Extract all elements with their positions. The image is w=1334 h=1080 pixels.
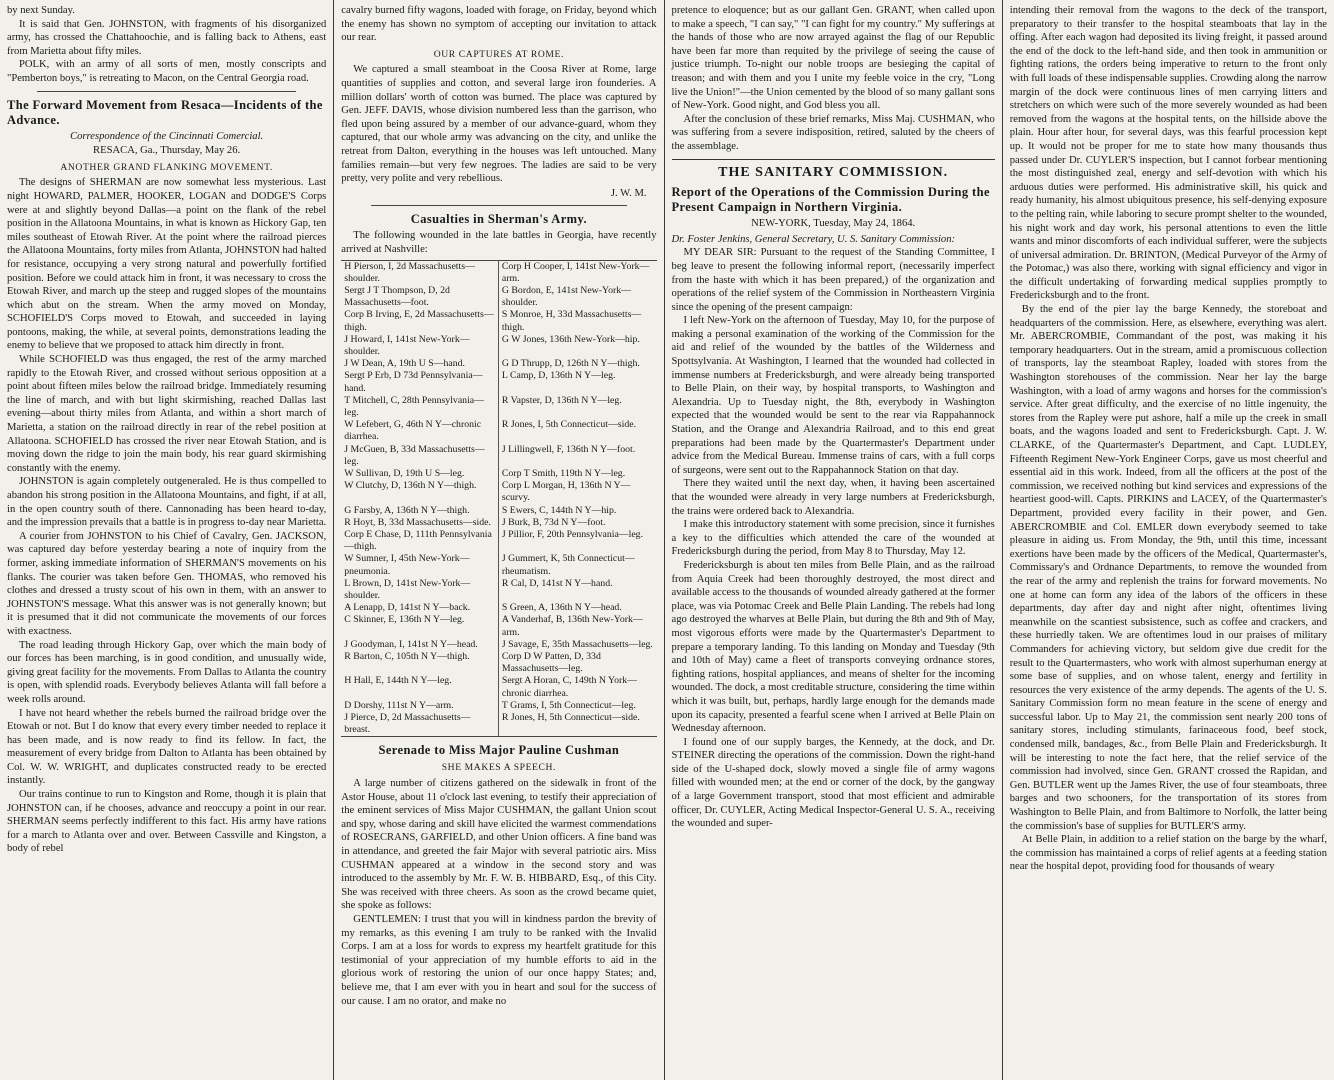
headline-sanitary-commission: THE SANITARY COMMISSION. — [718, 164, 949, 180]
casualty-entry: G Bordon, E, 141st New-York—shoulder. — [501, 284, 631, 309]
headline-serenade: Serenade to Miss Major Pauline Cushman — [378, 743, 620, 758]
casualty-entry: Corp E Chase, D, 111th Pennsylvania—thigh. — [341, 529, 499, 553]
casualty-entry: G W Jones, 136th New-York—hip. — [501, 333, 640, 345]
signature: J. W. M. — [610, 187, 647, 199]
casualty-entry: J Burk, B, 73d N Y—foot. — [501, 516, 606, 528]
paragraph: There they waited until the next day, when, it having been ascertained that the wounded were already in very large numbers at Fredericksburgh, the trains were ordered back to Alexandria. — [671, 478, 995, 517]
paragraph: We captured a small steamboat in the Coosa River at Rome, large quantities of supplies and cotton, and several large iron founderies. A million dollars' worth of cotton was burned. The place was captured by Gen. JEFF. DAVIS, whose division numbered less than the garrison, who fled upon being assured by a member of our advance-guard, whom they captured, that our whole army was advancing on the city, and unlike the retreat from Dalton, everything in the houses was left untouched. Many families remain—but very few negroes. The ladies are said to be very pretty, very polite and very rebellious. — [341, 64, 657, 185]
paragraph: I make this introductory statement with some precision, since it furnishes a key to the difficulties which attended the care of the wounded at Fredericksburgh during the period, from May 8 to Thursday, May 12. — [671, 519, 995, 558]
casualty-entry: W Lefebert, G, 46th N Y—chronic diarrhea. — [341, 419, 499, 443]
paragraph: The following wounded in the late battles in Georgia, have recently arrived at Nashville: — [341, 230, 657, 255]
casualty-entry: Sergt J T Thompson, D, 2d Massachusetts—foot. — [341, 285, 499, 309]
casualty-entry: Corp H Cooper, I, 141st New-York—arm. — [501, 260, 650, 284]
casualty-entry: Corp T Smith, 119th N Y—leg. — [501, 467, 626, 479]
casualty-entry: R Jones, I, 5th Connecticut—side. — [501, 419, 637, 431]
casualty-entry: W Clutchy, D, 136th N Y—thigh. — [341, 480, 499, 504]
section-subhead: ANOTHER GRAND FLANKING MOVEMENT. — [60, 161, 273, 173]
casualty-list — [341, 260, 656, 738]
paragraph: After the conclusion of these brief remarks, Miss Maj. CUSHMAN, who was suffering from a severe indisposition, retired, saluted by the cheers of the assemblage. — [671, 113, 995, 152]
casualty-entry: J Pillior, F, 20th Pennsylvania—leg. — [501, 528, 644, 540]
subhead-correspondence: Correspondence of the Cincinnati Comercial. — [70, 130, 264, 142]
casualty-entry: J Gummert, K, 5th Connecticut—rheumatism. — [501, 553, 635, 577]
casualty-entry: J W Dean, A, 19th U S—hand. — [341, 358, 499, 370]
paragraph: A large number of citizens gathered on the sidewalk in front of the Astor House, about 11 o'clock last evening, to testify their appreciation of the eminent services of Miss Major CUSHMAN, the gallant Union scout and spy, whose daring and skill have elicited the warmest commendations of ROSECRANS, GARFIELD, and other Union officers. A fine band was in attendance, and greeted the fair Major with several patriotic airs. Miss CUSHMAN appeared at a window in the second story and was introduced to the assembly by Mr. F. W. B. HIBBARD, Esq., of this City. She was received with three cheers. As soon as the crowd became quiet, she spoke as follows: — [341, 778, 657, 912]
paragraph: At Belle Plain, in addition to a relief station on the barge by the wharf, the commission has maintained a corps of relief agents at a feeding station near the hospital depot, providing food for thousands of weary — [1009, 834, 1327, 873]
casualty-entry: S Green, A, 136th N Y—head. — [501, 602, 622, 614]
section-subhead: SHE MAKES A SPEECH. — [441, 762, 557, 774]
casualty-entry: W Sullivan, D, 19th U S—leg. — [341, 468, 499, 480]
casualty-entry: Corp L Morgan, H, 136th N Y—scurvy. — [501, 480, 631, 504]
headline-casualties: Casualties in Sherman's Army. — [410, 212, 587, 227]
casualty-entry: L Camp, D, 136th N Y—leg. — [501, 370, 616, 382]
casualty-entry: L Brown, D, 141st New-York—shoulder. — [341, 578, 499, 602]
paragraph: Our trains continue to run to Kingston and Rome, though it is plain that JOHNSTON can, if he chooses, advance and reoccupy a point in our rear. SHERMAN seems perfectly indifferent to this fact. His army have rations for a march to Atlanta over and over. Between Cassville and Kingston, a body of rebel — [7, 789, 327, 855]
casualty-entry: H Hall, E, 144th N Y—leg. — [341, 675, 499, 699]
casualty-entry: R Hoyt, B, 33d Massachusetts—side. — [341, 517, 499, 529]
casualty-entry: T Mitchell, C, 28th Pennsylvania—leg. — [341, 395, 499, 419]
divider — [672, 159, 995, 160]
casualty-entry: R Barton, C, 105th N Y—thigh. — [341, 651, 499, 675]
casualty-entry: H Pierson, I, 2d Massachusetts—shoulder. — [341, 261, 499, 285]
headline-report: Report of the Operations of the Commission During the Present Campaign in Northern Virginia. — [671, 185, 990, 215]
addressee: Dr. Foster Jenkins, General Secretary, U. S. Sanitary Commission: — [671, 233, 956, 245]
paragraph: The road leading through Hickory Gap, over which the main body of our forces has been marching, is in good condition, and unusually wide, giving great facility for the movements. From Dallas to Atlanta the country is open, with splendid roads. Everybody believes Atlanta will fall before a week rolls around. — [7, 639, 327, 705]
casualty-entry: D Dorshy, 111st N Y—arm. — [341, 700, 499, 712]
casualty-entry: W Sumner, I, 45th New-York—pneumonia. — [341, 553, 499, 577]
column-4 — [1003, 0, 1334, 1080]
casualty-entry: T Grams, I, 5th Connecticut—leg. — [501, 699, 636, 711]
paragraph: By the end of the pier lay the barge Kennedy, the storeboat and headquarters of the commission. Here, as elsewhere, everything was alert. Mr. ABERCROMBIE, Commandant of the post, was making it his temporary headquarters. Out in the stream, amid a promiscuous collection of transports, lay the steamboat Rapley, loaded with stores from the Washington storehouses of the commission. Near her lay the barge Washington, with a load of army wagons and horses for the commission's service. After great difficulty, and the exercise of no little ingenuity, the stores from the Rapley were put ashore, half a mile up the creek in small boats, and the wagons loaded and sent to Fredericksburgh. Capt. J. W. CLARKE, of the Quartermaster's Department, and Capt. LUDLEY, Fifteenth Regiment New-York Engineer Corps, gave us most cheerful and essential aid in this work. Indeed, from all the officers at the post of the commission, we received nothing but kind services and expressions of the heartiest good-will. Capts. PIRKINS and LACEY, of the Quartermaster's Department, provided every facility in their power, and Gen. ABERCROMBIE and Col. EMLER down everybody seemed to take pleasure in aiding us. From Monday, the 9th, until this time, incessant exertions have been made by the officers of the Medical, Quartermaster's, Commissary's and Ordnance Departments, to remove the wounded from the rear of the army and replenish the trains for forward movements. No one at home can form any idea of the labors of the officers in these departments, day after day and night after night, oftentimes living meanwhile on the scantiest subsistence, such as coffee and crackers, and these hurriedly taken. We are oftentimes loud in our praises of military Commanders for achieving victory, but seldom give due credit for the result to the Quartermasters, who work with almost superhuman energy at some base of supplies, and on whose talent, energy and fertility in resources the very existence of the army depends. The agents of the U. S. Sanitary Commission form no mean feature in the scene of energy and successful labor. Up to May 21, the commission sent nearly 200 tons of sanitary stores, including stimulants, farinaceous food, beef stock, condensed milk, bandages, &c., from Belle Plain and Fredericksburgh. It will be interesting to note the fact here, that the relief service of the commission had involved, since Gen. GRANT crossed the Rapidan, and Gen. BUTLER went up the James River, the use of four steamboats, three barges and two schooners, for the transportation of its stores from Washington to Belle Plain, and from Baltimore to Norfolk, the latter being the commission's base of supplies for BUTLER'S army. — [1009, 304, 1327, 832]
paragraph: pretence to eloquence; but as our gallant Gen. GRANT, when called upon to make a speech, "I can say," "I can fight for my country." My sufferings at the hands of those who are now arrayed against the flag of our Republic have been far more than requited by the privilege of seeing the cause of justice triumph. To-night our noble troops are besieging the capital of treason; and with them and you I unite my feeble voice in the cry, "Long live the Union!"—the Union cemented by the blood of so many gallant sons of New-York. Good night, and God bless you all. — [671, 5, 995, 112]
casualty-entry: Sergt P Erb, D 73d Pennsylvania—hand. — [341, 370, 499, 394]
casualty-entry: J Pierce, D, 2d Massachusetts—breast. — [341, 712, 499, 736]
headline-resaca: The Forward Movement from Resaca—Incidents of the Advance. — [7, 97, 323, 127]
casualty-entry: R Vapster, D, 136th N Y—leg. — [501, 394, 622, 406]
divider — [37, 91, 296, 92]
paragraph: Fredericksburgh is about ten miles from Belle Plain, and as the railroad from Aquia Creek had been thoroughly destroyed, the most direct and available access to the thousands of wounded already gathered at the former place, was via Potomac Creek and Belle Plain Landing. The rebels had long ago destroyed the wharves at Belle Plain, but during the 8th and 9th of May, most vigorous efforts were made by the Quartermaster's Department to prepare a temporary landing. To this landing on Monday and Tuesday (9th and 10th of May) came a fleet of transports conveying ordnance stores, fighting rations, hospital appliances, and means of shelter for the incoming wounded. The dock, a most creditable structure, considering the time within which it was built, but, perhaps, hardly large enough for the demands made upon its capacity, presented a fearful scene when I arrived at Belle Plain on Wednesday afternoon. — [671, 559, 995, 735]
casualty-entry: C Skinner, E, 136th N Y—leg. — [341, 614, 499, 638]
column-2 — [334, 0, 663, 1080]
casualty-entry: A Vanderhaf, B, 136th New-York—arm. — [501, 614, 643, 638]
column-1 — [0, 0, 333, 1080]
paragraph: It is said that Gen. JOHNSTON, with fragments of his disorganized army, has crossed the Chattahoochie, and is falling back to Athens, east from Marietta about fifty miles. — [7, 18, 327, 57]
paragraph: I left New-York on the afternoon of Tuesday, May 10, for the purpose of making a personal examination of the working of the Commission for the aid and relief of the wounded by the battles of the Wilderness and Spottsylvania. At Washington, I learned that the wounded had collected in immense numbers at Fredericksburgh, and were already being transported to Belle Plain, on their way, by hospital transports, to Washington and Alexandria. Up to Tuesday night, the 8th, everybody in Washington expected that the wounded would be sent to the rear via Rappahannock Station, and the Orange and Alexandria Railroad, and to this end great preparations had been made by the Quartermaster's Department under advice from the Medical Bureau. Immense trains of cars, with a full corps of surgeons, were sent out to the Rappahannock Station on that day. — [671, 315, 995, 476]
dateline: NEW-YORK, Tuesday, May 24, 1864. — [751, 218, 916, 230]
casualty-entry: A Lenapp, D, 141st N Y—back. — [341, 602, 499, 614]
paragraph: MY DEAR SIR: Pursuant to the request of the Standing Committee, I beg leave to present the following informal report, (necessarily imperfect from the haste with which it has been prepared,) of the organization and operations of the relief system of the Commission in Northeastern Virginia since the opening of the present campaign: — [671, 247, 995, 313]
casualty-entry: G D Thrupp, D, 126th N Y—thigh. — [501, 358, 640, 370]
paragraph: I found one of our supply barges, the Kennedy, at the dock, and Dr. STEINER directing the operations of the commission. Down the right-hand side of the U-shaped dock, slowly moved a single file of army wagons filled with wounded men; at the end or corner of the dock, by the gangway of a large Government transport, stood that most efficient and admirable officer, Dr. CUYLER, Acting Medical Inspector-General U. S. A., receiving the wounded and super- — [671, 736, 995, 830]
divider — [371, 205, 626, 206]
paragraph: intending their removal from the wagons to the deck of the transport, preparatory to their transfer to the hospital steamboats that lay in the offing. After each wagon had deposited its living freight, it passed around the end of the dock to the left-hand side, and then took in ammunition or fighting rations, the orders being imperative to return to the front only with full loads of these indispensable supplies. Crowding along the narrow margin of the dock were continuous lines of men carrying litters and stretchers on which were such of the more severely wounded as had been removed from the wagons at the hospital tents, on the hillside above the plain. Hour after hour, for several days, was this fearful procession kept up. It would not be proper for me to state how many thousands thus passed under Dr. CUYLER'S inspection, but I cannot forbear mentioning the most distinguished zeal, energy and self-devotion with which his arduous duties were performed. His administrative skill, his quick and ready humanity, his almost ubiquitous presence, his self-denying exposure to the pelting rain, while laboring to secure prompt shelter to the wounded, his night work and day work, his personal attentions to even the little wants and minor discomforts of each individual sufferer, were the subjects of universal admiration. Dr. BRINTON, (Medical Purveyor of the Army of the Potomac,) was also there, working with signal efficiency and vigor in the difficult undertaking of forwarding medical supplies promptly to Fredericksburgh and to the front. — [1009, 5, 1328, 302]
paragraph: GENTLEMEN: I trust that you will in kindness pardon the brevity of my remarks, as this evening I am truly to be ranked with the Invalid Corps. I am at a loss for words to express my heartfelt gratitude for this testimonial of your appreciation of my humble efforts to aid in the glorious work of restoring the union of our once happy States; and, believe me, that I am ever with you in heart and soul for the success of our cause. I am no orator, and make no — [341, 913, 657, 1007]
dateline: RESACA, Ga., Thursday, May 26. — [93, 145, 241, 157]
casualty-entry: J Goodyman, I, 141st N Y—head. — [341, 639, 499, 651]
casualty-entry: J McGuen, B, 33d Massachusetts—leg. — [341, 444, 499, 468]
casualty-entry: Corp B Irving, E, 2d Massachusetts—thigh. — [341, 309, 499, 333]
casualty-entry: S Monroe, H, 33d Massachusetts—thigh. — [501, 309, 642, 333]
paragraph: cavalry burned fifty wagons, loaded with forage, on Friday, beyond which the enemy has shown no symptom of accepting our invitation to attack our rear. — [341, 5, 657, 44]
casualty-entry: G Farsby, A, 136th N Y—thigh. — [341, 505, 499, 517]
casualty-entry: J Savage, E, 35th Massachusetts—leg. — [501, 638, 653, 650]
paragraph: A courier from JOHNSTON to his Chief of Cavalry, Gen. JACKSON, was captured day before yesterday bearing a note of inquiry from the former, asking immediate information of SHERMAN'S movements on his flanks. The courier was taken before Gen. THOMAS, who removed his clothes and dressed a trusty scout of his own in them, with an answer to JOHNSTON'S message. What this answer was is not generally known; but it is presumed that it did not communicate the movements of our forces with exactness. — [7, 530, 327, 637]
paragraph: POLK, with an army of all sorts of men, mostly conscripts and "Pemberton boys," is retreating to Macon, on the Central Georgia road. — [7, 59, 327, 84]
section-subhead: OUR CAPTURES AT ROME. — [433, 48, 564, 60]
paragraph: I have not heard whether the rebels burned the railroad bridge over the Etowah or not. But I do know that every every timber needed to replace it has been made, and is now ready to find its fellow. In fact, the measurement of every bridge from Dalton to Atlanta has been obtained by Col. W. W. WRIGHT, and duplicates constructed ready to be erected instantly. — [7, 707, 327, 787]
paragraph: The designs of SHERMAN are now somewhat less mysterious. Last night HOWARD, PALMER, HOOKER, LOGAN and DODGE'S Corps were at and slightly beyond Dallas—a point on the flank of the rebel position in the Allatoona Mountains, in what is known as Hickory Gap, ten miles southeast of Etowah River. At the point where the railroad pierces the Allatoona Mountains, forty miles from Atlanta, JOHNSTON had halted for resistance, occupying a very strong natural and powerfully fortified position. Before we could attack him in front, it was necessary to cross the Etowah River, and march up the steep and rugged slopes of the mountains which abut on the stream. When the army moved on Monday, SCHOFIELD'S Corps moved to Etowah, and succeeded in laying pontoons, making, the while, at several points, demonstrations leading the enemy to believe that we proposed to attack him directly in front. — [7, 177, 327, 352]
casualty-entry: Corp D W Patten, D, 33d Massachusetts—leg. — [501, 651, 601, 675]
paragraph: JOHNSTON is again completely outgeneraled. He is thus compelled to abandon his strong position in the Allatoona Mountains, and fight, if at all, in the open country south of there. Cannonading has been heard to-day, and the impression prevails that a battle is in progress to-day near Marietta. — [7, 476, 327, 529]
casualty-entry: S Ewers, C, 144th N Y—hip. — [501, 504, 617, 516]
column-3 — [665, 0, 1002, 1080]
casualty-entry: J Howard, I, 141st New-York—shoulder. — [341, 334, 499, 358]
casualty-entry: Sergt A Horan, C, 149th N York—chronic diarrhea. — [501, 675, 637, 699]
paragraph: by next Sunday. — [7, 5, 75, 16]
paragraph: While SCHOFIELD was thus engaged, the rest of the army marched rapidly to the Etowah River, and crossed without serious opposition at a point about fifteen miles below the railroad bridge. Immediately resuming the line of march, and with but light skirmishing, reached Dallas last evening—about thirty miles from Atlanta, and within a short march of Marietta, a station on the railroad directly in rear of the rebel position at Allatoona. SCHOFIELD has crossed the river near Etowah Station, and is moving down the ridge to join the main body, his rear guard skirmishing constantly with the enemy. — [7, 354, 327, 474]
casualty-entry: R Cal, D, 141st N Y—hand. — [501, 577, 613, 589]
casualty-entry: J Lillingwell, F, 136th N Y—foot. — [501, 443, 636, 455]
casualty-entry: R Jones, H, 5th Connecticut—side. — [501, 712, 640, 724]
